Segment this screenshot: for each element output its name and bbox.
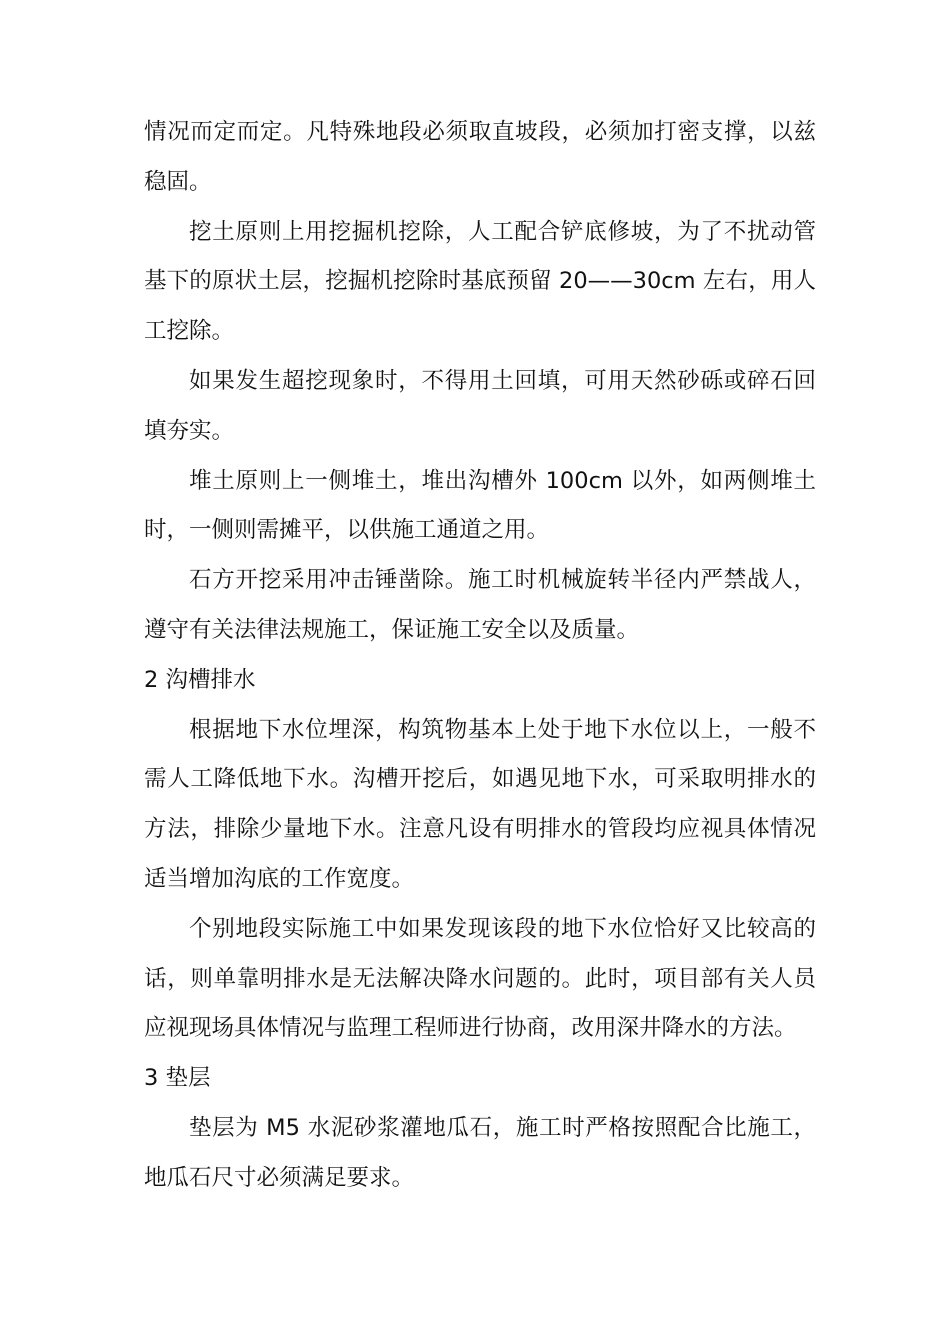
section-heading-drainage: 2 沟槽排水: [144, 666, 256, 693]
paragraph-excavation: 挖土原则上用挖掘机挖除，人工配合铲底修坡，为了不扰动管基下的原状土层，挖掘机挖除时基底预留 20——30cm 左右，用人工挖除。: [144, 218, 816, 345]
section-heading-cushion: 3 垫层: [144, 1065, 211, 1092]
paragraph-deep-well: 个别地段实际施工中如果发现该段的地下水位恰好又比较高的话，则单靠明排水是无法解决降水问题的。此时，项目部有关人员应视现场具体情况与监理工程师进行协商，改用深井降水的方法。: [144, 915, 816, 1042]
document-body: [144, 108, 816, 1204]
paragraph-cushion: 垫层为 M5 水泥砂浆灌地瓜石，施工时严格按照配合比施工，地瓜石尺寸必须满足要求。: [144, 1114, 816, 1191]
paragraph-drainage: 根据地下水位埋深，构筑物基本上处于地下水位以上，一般不需人工降低地下水。沟槽开挖后，如遇见地下水，可采取明排水的方法，排除少量地下水。注意凡设有明排水的管段均应视具体情况适当增加沟底的工作宽度。: [144, 716, 816, 892]
paragraph-rock-excavation: 石方开挖采用冲击锤凿除。施工时机械旋转半径内严禁战人，遵守有关法律法规施工，保证施工安全以及质量。: [144, 567, 816, 643]
paragraph-soil-piling: 堆土原则上一侧堆土，堆出沟槽外 100cm 以外，如两侧堆土时，一侧则需摊平，以供施工通道之用。: [144, 467, 816, 544]
paragraph-continued: 情况而定而定。凡特殊地段必须取直坡段，必须加打密支撑，以兹稳固。: [144, 119, 816, 195]
paragraph-overexcavation: 如果发生超挖现象时，不得用土回填，可用天然砂砾或碎石回填夯实。: [144, 367, 816, 444]
